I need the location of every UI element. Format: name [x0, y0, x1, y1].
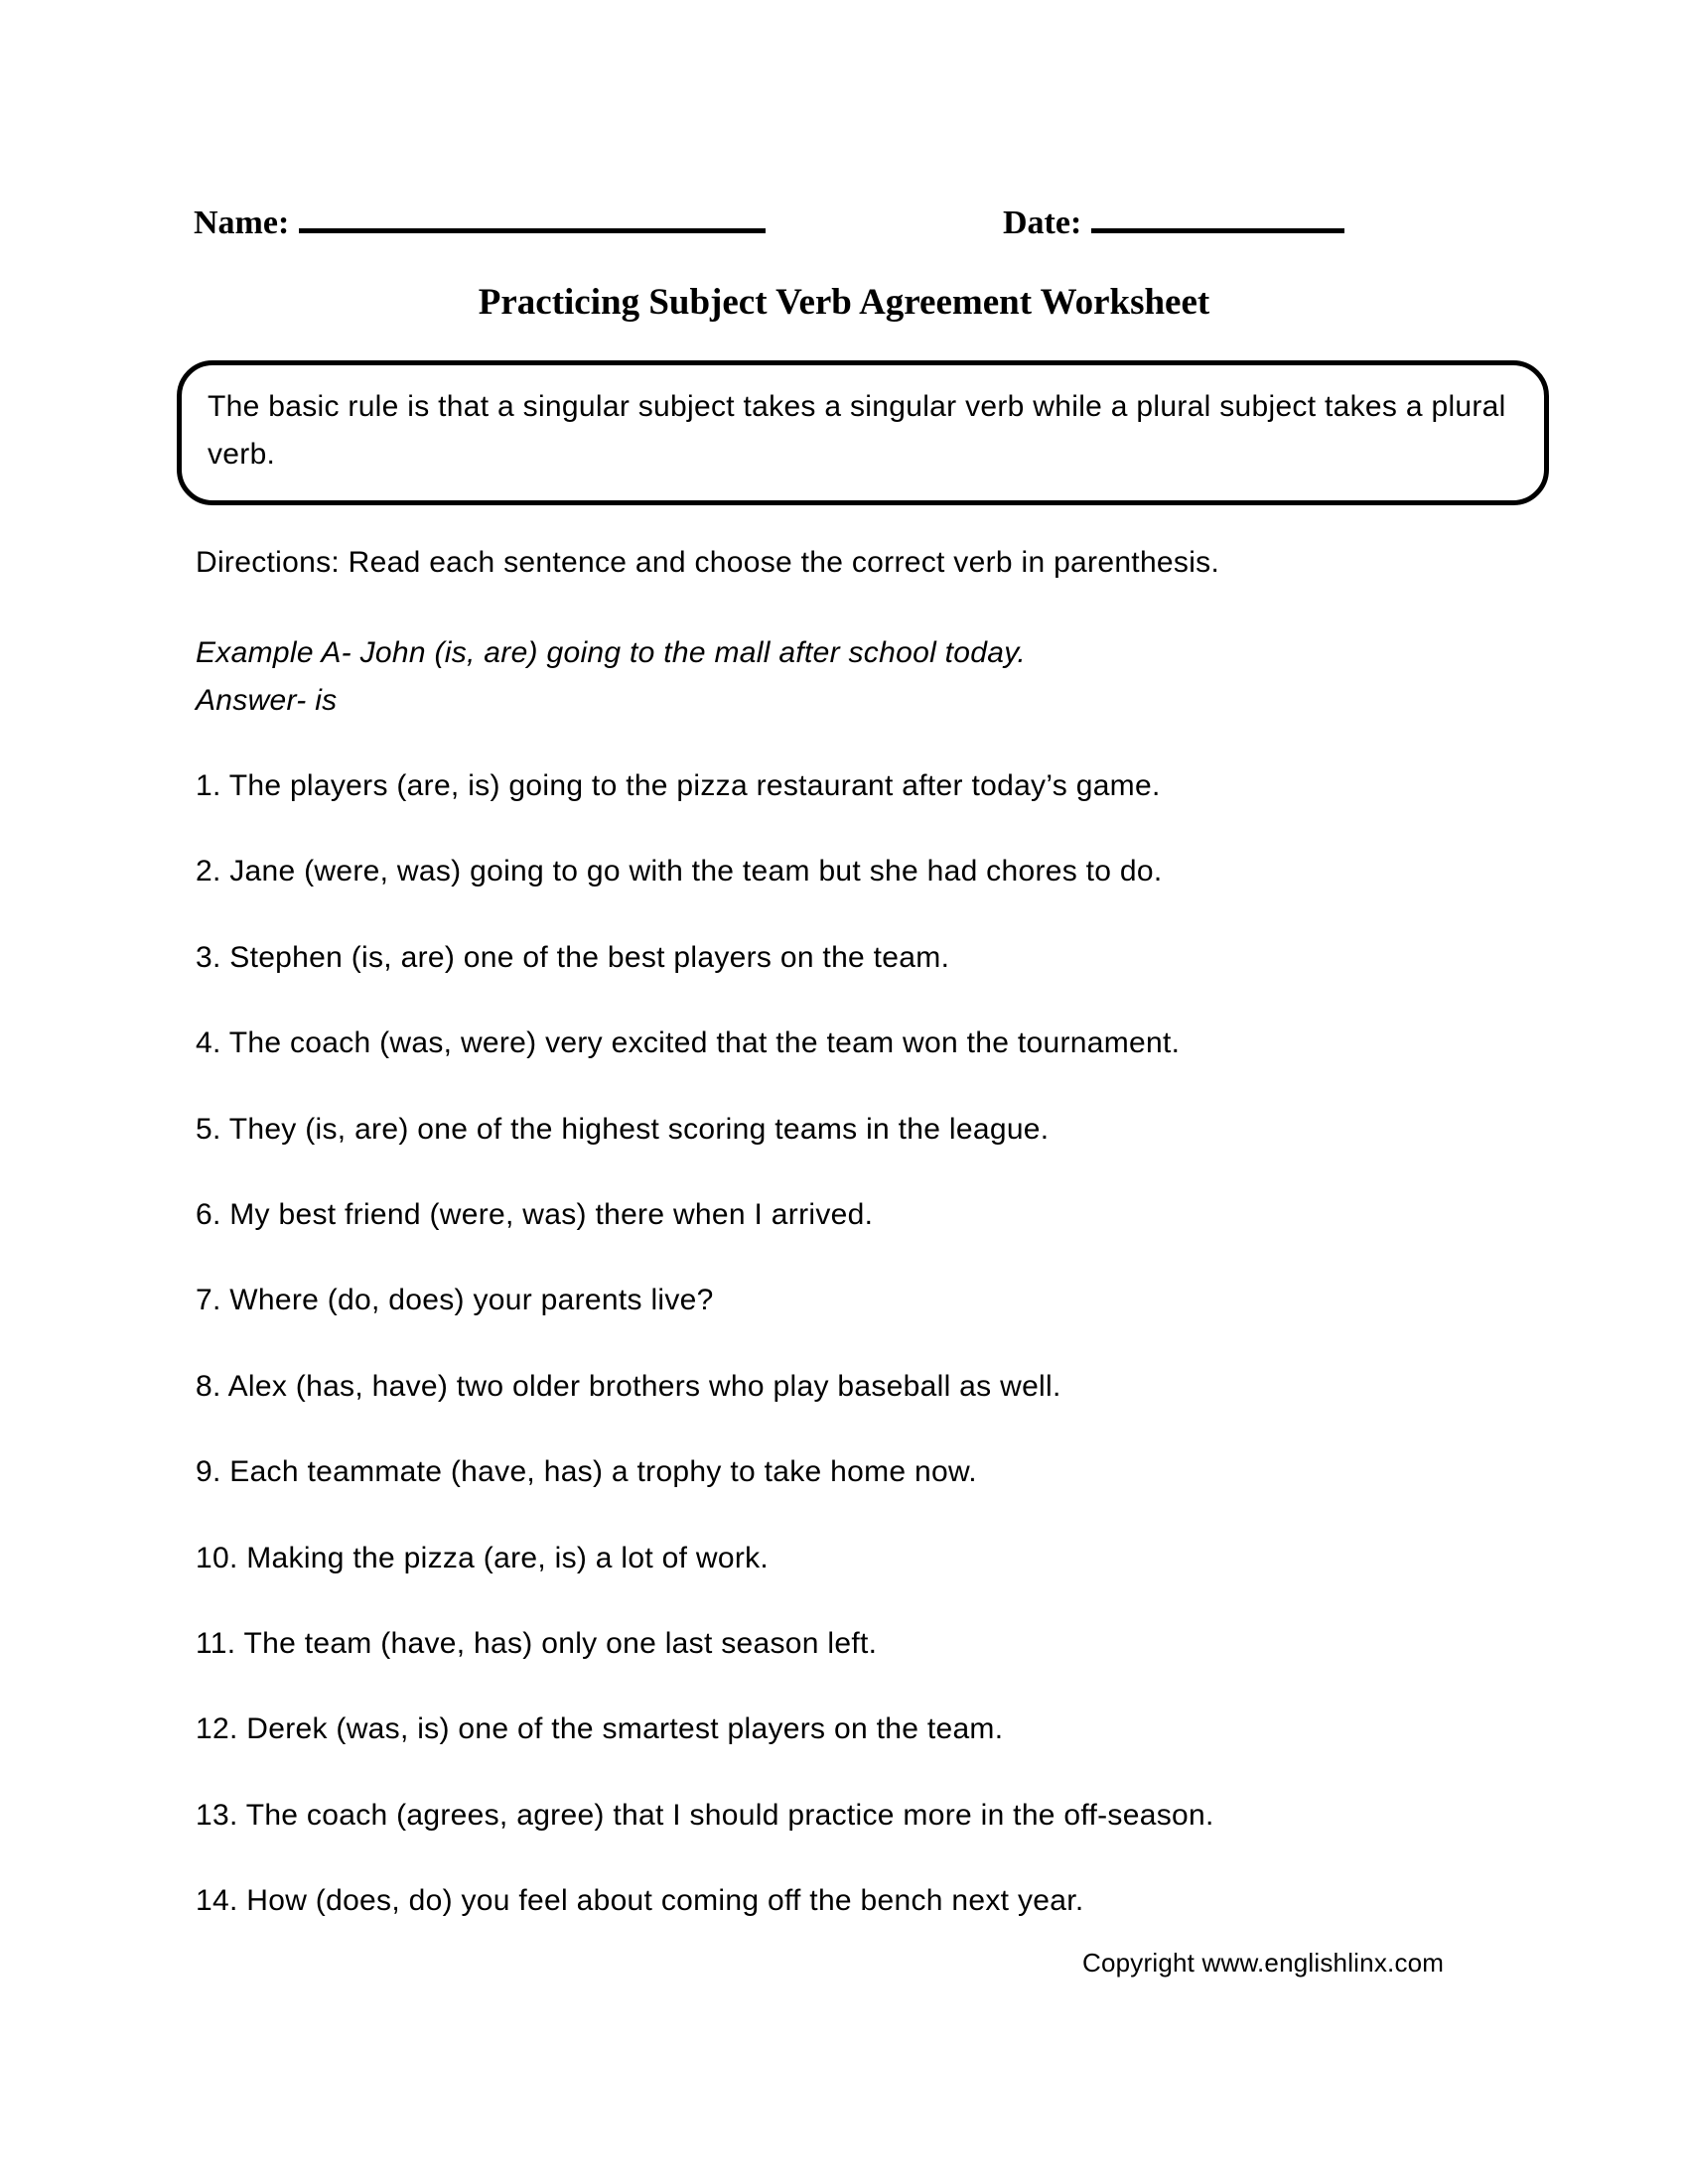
question-item: 7. Where (do, does) your parents live? — [196, 1284, 714, 1317]
example-line: Example A- John (is, are) going to the mall after school today. — [196, 636, 1026, 669]
directions-text: Directions: Read each sentence and choose the correct verb in parenthesis. — [196, 546, 1220, 579]
date-row — [1003, 195, 1344, 242]
question-item: 10. Making the pizza (are, is) a lot of work. — [196, 1541, 770, 1574]
date-blank-line — [1091, 195, 1344, 233]
question-item: 8. Alex (has, have) two older brothers who play baseball as well. — [196, 1369, 1061, 1403]
question-item: 2. Jane (were, was) going to go with the team but she had chores to do. — [196, 855, 1163, 888]
question-item: 5. They (is, are) one of the highest scoring teams in the league. — [196, 1112, 1050, 1146]
example-block — [196, 629, 1026, 725]
question-item: 11. The team (have, has) only one last season left. — [196, 1626, 878, 1660]
date-label: Date: — [1003, 205, 1082, 241]
question-item: 6. My best friend (were, was) there when I arrived. — [196, 1197, 874, 1231]
copyright-text: Copyright www.englishlinx.com — [1082, 1948, 1445, 1978]
worksheet-title: Practicing Subject Verb Agreement Worksheet — [478, 282, 1210, 323]
question-item: 12. Derek (was, is) one of the smartest players on the team. — [196, 1712, 1004, 1746]
question-item: 9. Each teammate (have, has) a trophy to take home now. — [196, 1455, 977, 1489]
rule-box — [177, 360, 1549, 505]
question-item: 14. How (does, do) you feel about coming off the bench next year. — [196, 1884, 1084, 1918]
question-item: 1. The players (are, is) going to the pizza restaurant after today’s game. — [196, 769, 1161, 802]
question-item: 13. The coach (agrees, agree) that I should practice more in the off-season. — [196, 1798, 1214, 1832]
answer-line: Answer- is — [196, 684, 338, 717]
name-label: Name: — [194, 205, 290, 241]
name-blank-line — [299, 195, 766, 233]
rule-text: The basic rule is that a singular subject takes a singular verb while a plural subject takes a plural verb. — [208, 390, 1506, 471]
name-row — [194, 195, 766, 242]
questions-list — [196, 768, 1586, 1969]
question-item: 4. The coach (was, were) very excited that the team won the tournament. — [196, 1026, 1181, 1060]
question-item: 3. Stephen (is, are) one of the best players on the team. — [196, 940, 950, 974]
